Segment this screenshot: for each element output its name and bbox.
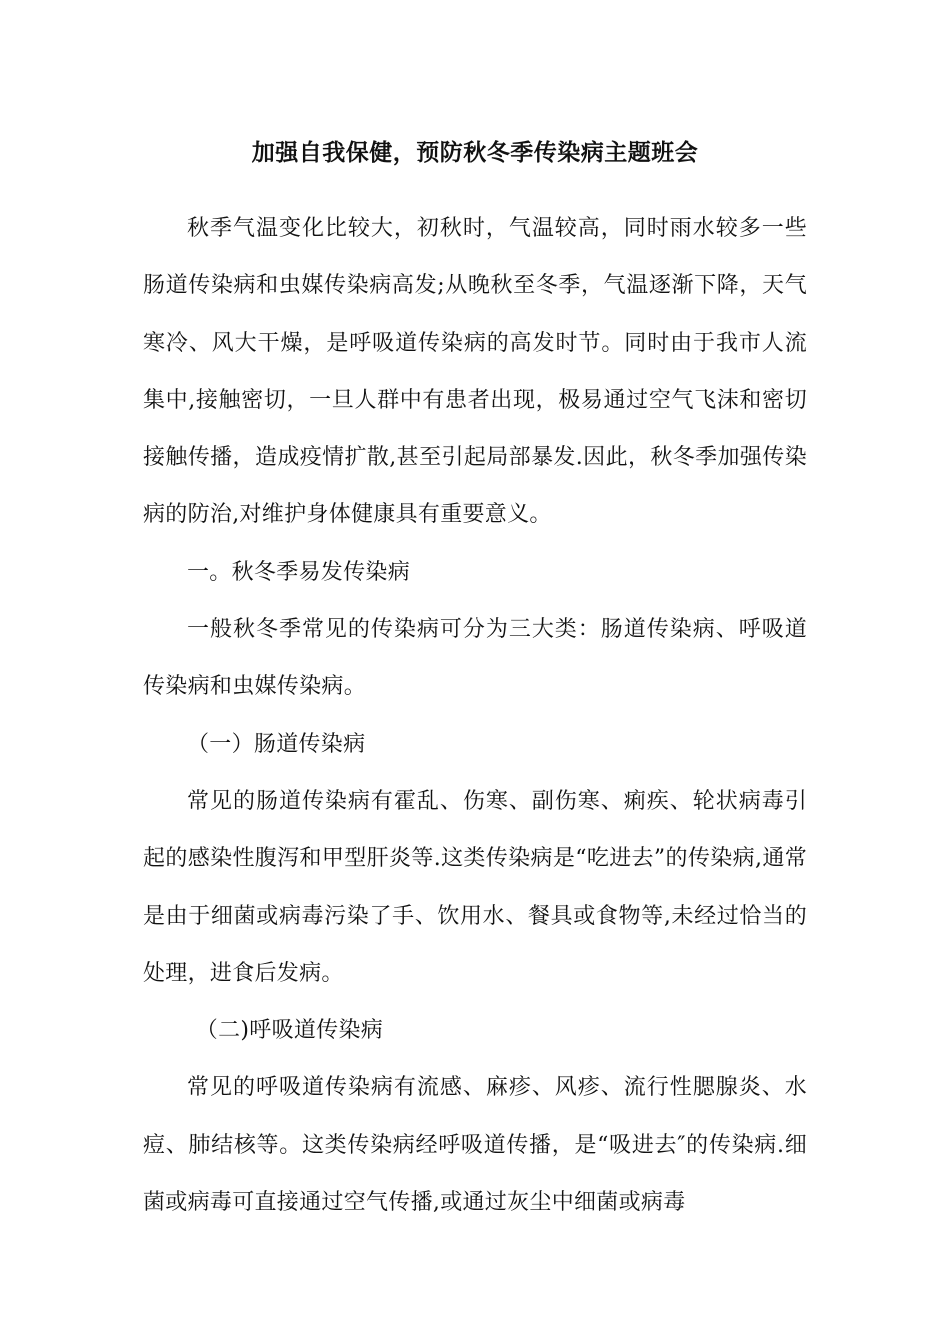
- subsection-heading-respiratory: （二)呼吸道传染病: [195, 1018, 384, 1044]
- section-heading-1: 一。秋冬季易发传染病: [187, 559, 411, 585]
- section-1-paragraph: 一般秋冬季常见的传染病可分为三大类：肠道传染病、呼吸道传染病和虫媒传染病。: [143, 617, 807, 700]
- intro-paragraph: 秋季气温变化比较大，初秋时，气温较高，同时雨水较多一些肠道传染病和虫媒传染病高发;从晚秋至冬季，气温逐渐下降，天气寒冷、风大干燥，是呼吸道传染病的高发时节。同时由于我市人流集中,接触密切，一旦人群中有患者出现，极易通过空气飞沫和密切接触传播，造成疫情扩散,甚至引起局部暴发.因此，秋冬季加强传染病的防治,对维护身体健康具有重要意义。: [143, 216, 807, 528]
- subsection-heading-intestinal: （一）肠道传染病: [187, 731, 366, 757]
- document-title: 加强自我保健，预防秋冬季传染病主题班会: [251, 140, 699, 166]
- document-body: [143, 200, 807, 1231]
- respiratory-paragraph: 常见的呼吸道传染病有流感、麻疹、风疹、流行性腮腺炎、水痘、肺结核等。这类传染病经呼吸道传播，是“吸进去″的传染病.细菌或病毒可直接通过空气传播,或通过灰尘中细菌或病毒: [143, 1075, 807, 1216]
- intestinal-paragraph: 常见的肠道传染病有霍乱、伤寒、副伤寒、痢疾、轮状病毒引起的感染性腹泻和甲型肝炎等.这类传染病是“吃进去”的传染病,通常是由于细菌或病毒污染了手、饮用水、餐具或食物等,未经过恰当的处理，进食后发病。: [143, 788, 807, 986]
